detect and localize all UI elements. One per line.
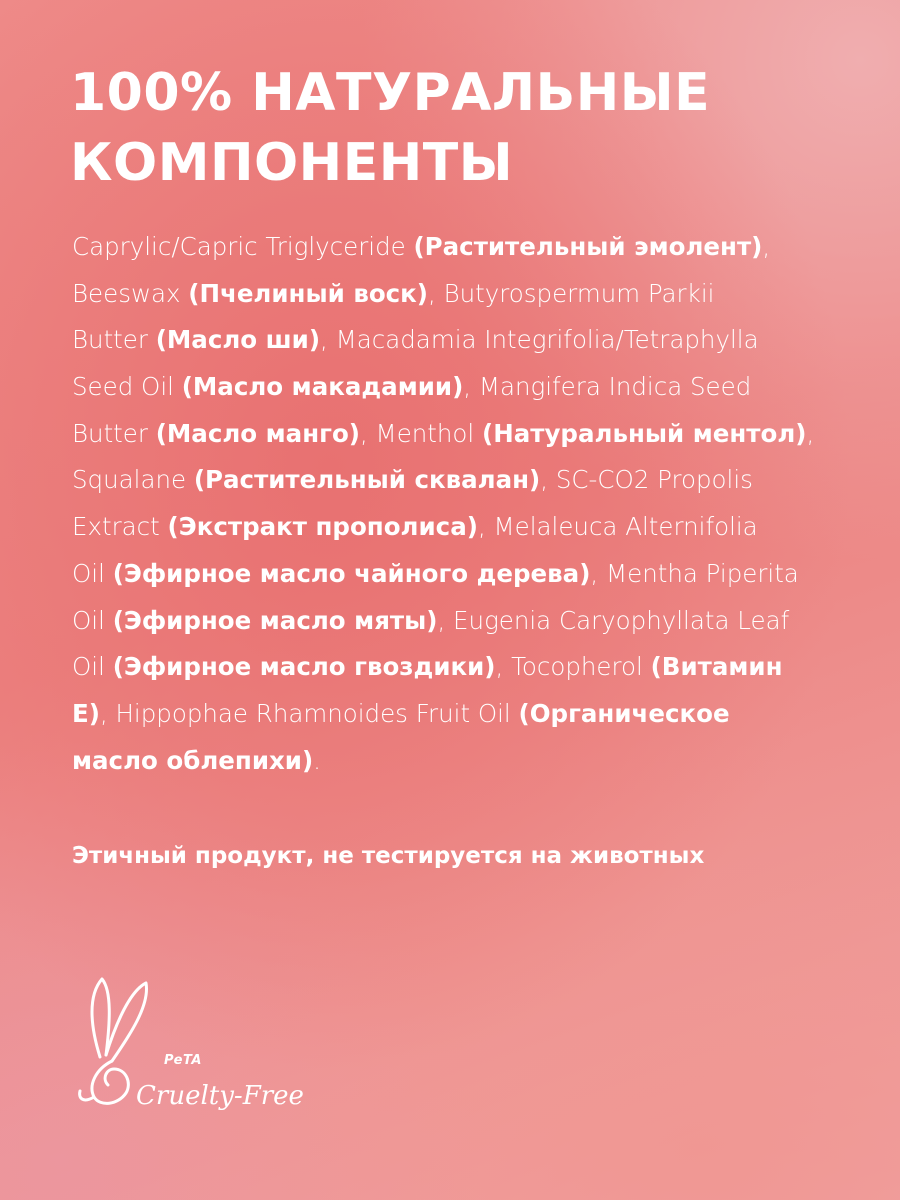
page-title bbox=[70, 58, 870, 198]
ingredients-line bbox=[72, 364, 862, 411]
peta-cruelty-free-logo bbox=[66, 965, 326, 1125]
ingredient-name: , bbox=[806, 418, 815, 448]
ingredient-name: Oil bbox=[72, 558, 113, 588]
ingredient-name: , Menthol bbox=[359, 418, 483, 448]
ingredient-translation: (Масло макадамии) bbox=[181, 372, 464, 402]
cruelty-free-caption: Cruelty-Free bbox=[136, 1081, 304, 1111]
peta-badge: PeTA bbox=[164, 1053, 202, 1068]
ingredient-name: , Macadamia Integrifolia/Tetraphylla bbox=[320, 325, 759, 355]
ingredient-name: , Mangifera Indica Seed bbox=[463, 372, 752, 402]
ingredient-name: Caprylic/Capric Triglyceride bbox=[72, 232, 414, 261]
ingredient-translation: (Натуральный ментол) bbox=[482, 418, 807, 448]
ingredient-translation: E) bbox=[72, 698, 100, 728]
ingredient-name: , bbox=[762, 232, 771, 261]
ingredient-name: Squalane bbox=[72, 465, 194, 495]
ingredients-line bbox=[72, 691, 862, 738]
ingredient-name: , Hippophae Rhamnoides Fruit Oil bbox=[99, 698, 519, 728]
title-line-1: 100% НАТУРАЛЬНЫЕ bbox=[70, 63, 711, 123]
ingredient-name: Extract bbox=[72, 512, 168, 542]
ingredient-name: Seed Oil bbox=[72, 372, 182, 402]
ingredient-name: , Mentha Piperita bbox=[590, 558, 799, 588]
ingredient-translation: (Экстракт прополиса) bbox=[167, 512, 478, 542]
ingredient-translation: (Растительный эмолент) bbox=[413, 232, 763, 261]
ingredient-name: Butter bbox=[72, 325, 156, 355]
ingredient-name: , Eugenia Caryophyllata Leaf bbox=[437, 605, 790, 635]
ingredients-line bbox=[72, 551, 862, 598]
ingredient-name: , Tocopherol bbox=[495, 652, 651, 682]
ingredient-name: . bbox=[313, 745, 321, 775]
ingredient-translation: (Масло манго) bbox=[155, 418, 360, 448]
ingredient-translation: (Органическое bbox=[518, 698, 730, 728]
ingredient-name: Oil bbox=[72, 652, 113, 682]
ingredient-name: , SC-CO2 Propolis bbox=[540, 465, 753, 495]
ingredient-translation: масло облепихи) bbox=[72, 745, 314, 775]
ingredients-line bbox=[72, 644, 862, 691]
ingredient-name: Oil bbox=[72, 605, 113, 635]
ingredient-name: , Butyrospermum Parkii bbox=[428, 278, 715, 308]
ingredient-translation: (Масло ши) bbox=[155, 325, 321, 355]
ingredient-name: , Melaleuca Alternifolia bbox=[477, 512, 758, 542]
ingredient-translation: (Эфирное масло чайного дерева) bbox=[112, 558, 591, 588]
ingredients-line bbox=[72, 504, 862, 551]
ingredients-line bbox=[72, 738, 862, 785]
ingredients-line bbox=[72, 317, 862, 364]
ingredients-line bbox=[72, 224, 862, 271]
ingredient-translation: (Эфирное масло мяты) bbox=[112, 605, 438, 635]
ingredients-line bbox=[72, 598, 862, 645]
ingredients-list bbox=[72, 224, 862, 784]
ethic-statement: Этичный продукт, не тестируется на животных bbox=[72, 843, 705, 869]
ingredients-line bbox=[72, 411, 862, 458]
ingredient-name: Beeswax bbox=[72, 278, 189, 308]
ingredients-line bbox=[72, 271, 862, 318]
ingredient-translation: (Растительный сквалан) bbox=[193, 465, 541, 495]
ingredient-translation: (Эфирное масло гвоздики) bbox=[112, 652, 496, 682]
title-line-2: КОМПОНЕНТЫ bbox=[70, 133, 514, 193]
ingredient-translation: (Витамин bbox=[650, 652, 783, 682]
ingredient-name: Butter bbox=[72, 418, 156, 448]
ingredient-translation: (Пчелиный воск) bbox=[188, 278, 429, 308]
ingredients-line bbox=[72, 457, 862, 504]
